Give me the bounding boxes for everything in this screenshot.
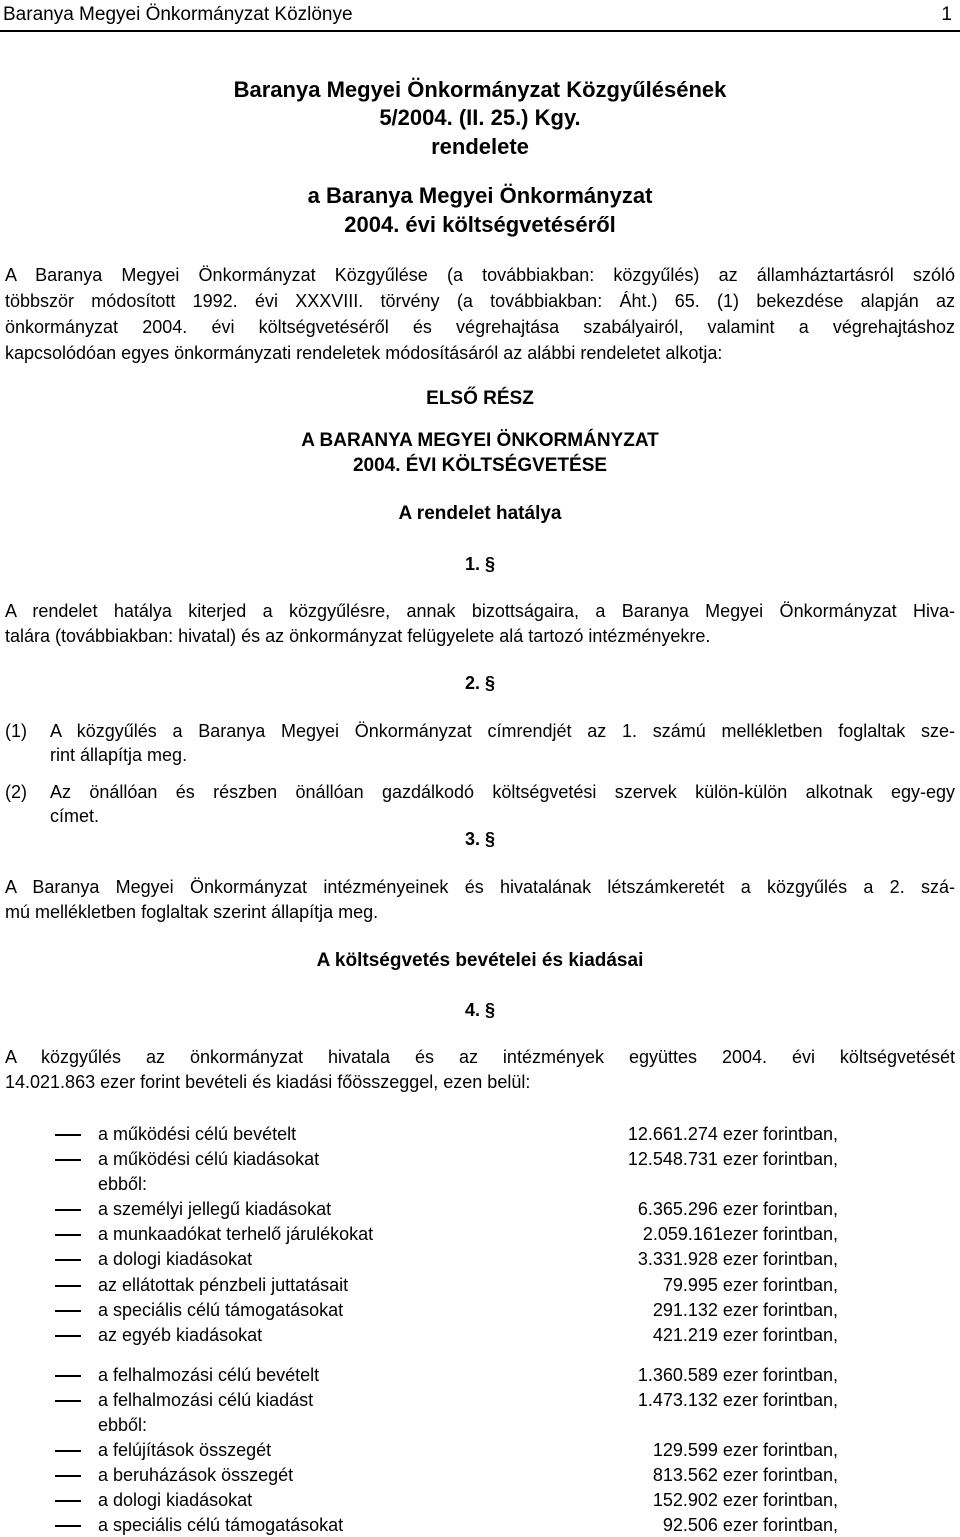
preamble-line-3: önkormányzat 2004. évi költségvetéséről és végrehajtása szabályairól, valamint a végrehajtáshoz — [5, 317, 955, 337]
budget-item — [0, 1247, 960, 1271]
section-sign: § — [485, 829, 496, 849]
dash-bullet — [55, 1450, 81, 1452]
paragraph-1-line-2: talára (továbbiakban: hivatal) és az önkormányzat felügyelete alá tartozó intézményekre. — [5, 626, 711, 646]
paragraph-2-number: 2. § — [464, 673, 496, 693]
section-heading-budget: A költségvetés bevételei és kiadásai — [316, 950, 644, 971]
paragraph-1-number: 1. § — [464, 554, 496, 574]
page-header — [0, 0, 960, 32]
dash-bullet — [55, 1525, 81, 1527]
budget-item — [0, 1147, 960, 1171]
budget-item-amount: 1.473.132 ezer forintban, — [637, 1390, 838, 1410]
budget-item-label: ebből: — [98, 1174, 148, 1194]
budget-item-label: a beruházások összegét — [98, 1465, 294, 1485]
budget-item-label: a speciális célú támogatásokat — [98, 1300, 344, 1320]
budget-item — [0, 1273, 960, 1297]
part-title-line-1: A BARANYA MEGYEI ÖNKORMÁNYZAT — [301, 430, 659, 451]
budget-item-amount: 291.132 ezer forintban, — [652, 1300, 838, 1320]
dash-bullet — [55, 1234, 81, 1236]
dash-bullet — [55, 1400, 81, 1402]
budget-item — [0, 1463, 960, 1487]
budget-item-amount: 813.562 ezer forintban, — [652, 1465, 838, 1485]
dash-bullet — [55, 1285, 81, 1287]
budget-item-label: a felújítások összegét — [98, 1440, 272, 1460]
budget-item-label: a személyi jellegű kiadásokat — [98, 1199, 332, 1219]
point-1-line-2: rint állapítja meg. — [50, 745, 188, 765]
section-sign: § — [485, 554, 496, 574]
paragraph-1-line-1: A rendelet hatálya kiterjed a közgyűlésre, annak bizottságaira, a Baranya Megyei Önkormányzat Hiva- — [5, 601, 955, 621]
budget-item-label: a működési célú bevételt — [98, 1124, 297, 1144]
dash-bullet — [55, 1500, 81, 1502]
budget-item-amount: 6.365.296 ezer forintban, — [637, 1199, 838, 1219]
budget-item-amount: 92.506 ezer forintban, — [662, 1515, 838, 1535]
paragraph-2-point-1 — [5, 719, 955, 769]
budget-item — [0, 1488, 960, 1512]
point-2-line-1: Az önállóan és részben önállóan gazdálkodó költségvetési szervek külön-külön alkotnak egy-egy — [50, 782, 955, 802]
paragraph-3-line-1: A Baranya Megyei Önkormányzat intézményeinek és hivatalának létszámkeretét a közgyűlés a 2. szá- — [5, 877, 955, 897]
dash-bullet — [55, 1259, 81, 1261]
budget-item — [0, 1323, 960, 1347]
part-title-line-2: 2004. ÉVI KÖLTSÉGVETÉSE — [352, 455, 608, 476]
preamble-line-1: A Baranya Megyei Önkormányzat Közgyűlése (a továbbiakban: közgyűlés) az államháztartásról szóló — [5, 265, 955, 285]
paragraph-4-line-2: 14.021.863 ezer forint bevételi és kiadási főösszeggel, ezen belül: — [5, 1072, 531, 1092]
dash-bullet — [55, 1134, 81, 1136]
section-sign: § — [485, 1000, 496, 1020]
dash-bullet — [55, 1209, 81, 1211]
point-1-line-1: A közgyűlés a Baranya Megyei Önkormányzat címrendjét az 1. számú mellékletben foglaltak sze- — [50, 721, 955, 741]
budget-item — [0, 1222, 960, 1246]
budget-item-amount: 152.902 ezer forintban, — [652, 1490, 838, 1510]
dash-bullet — [55, 1159, 81, 1161]
title-line-1: Baranya Megyei Önkormányzat Közgyűlésének — [233, 77, 727, 102]
dash-bullet — [55, 1335, 81, 1337]
budget-item-label: a felhalmozási célú kiadást — [98, 1390, 314, 1410]
preamble-line-4: kapcsolódóan egyes önkormányzati rendeletek módosításáról az alábbi rendeletet alkotja: — [5, 343, 723, 363]
part-label: ELSŐ RÉSZ — [426, 388, 534, 409]
budget-item-label: ebből: — [98, 1415, 148, 1435]
preamble-line-2: többször módosított 1992. évi XXXVIII. törvény (a továbbiakban: Áht.) 65. (1) bekezdése alapján az — [5, 291, 955, 311]
budget-item-amount: 2.059.161ezer forintban, — [642, 1224, 838, 1244]
paragraph-4-line-1: A közgyűlés az önkormányzat hivatala és az intézmények együttes 2004. évi költségvetését — [5, 1047, 955, 1067]
budget-item — [0, 1298, 960, 1322]
budget-item-amount: 12.548.731 ezer forintban, — [627, 1149, 838, 1169]
budget-item — [0, 1122, 960, 1146]
dash-bullet — [55, 1310, 81, 1312]
title-line-4: a Baranya Megyei Önkormányzat — [307, 183, 653, 208]
paragraph-3-line-2: mú mellékletben foglaltak szerint állapítja meg. — [5, 902, 379, 922]
title-line-3: rendelete — [431, 134, 529, 159]
paragraph-2-point-2 — [5, 780, 955, 830]
paragraph-3-number: 3. § — [464, 829, 496, 849]
budget-item — [0, 1197, 960, 1221]
point-2-line-2: címet. — [50, 806, 100, 826]
budget-item — [0, 1172, 960, 1196]
budget-item-label: a dologi kiadásokat — [98, 1249, 253, 1269]
section-sign: § — [485, 673, 496, 693]
budget-item-amount: 3.331.928 ezer forintban, — [637, 1249, 838, 1269]
budget-item-amount: 79.995 ezer forintban, — [662, 1275, 838, 1295]
title-line-2: 5/2004. (II. 25.) Kgy. — [379, 105, 581, 130]
title-line-5: 2004. évi költségvetéséről — [344, 212, 616, 237]
budget-item-amount: 421.219 ezer forintban, — [652, 1325, 838, 1345]
budget-item — [0, 1363, 960, 1387]
budget-item-label: a munkaadókat terhelő járulékokat — [98, 1224, 374, 1244]
budget-item — [0, 1413, 960, 1437]
point-number: (2) — [5, 782, 27, 802]
dash-bullet — [55, 1375, 81, 1377]
budget-item-label: a speciális célú támogatásokat — [98, 1515, 344, 1535]
budget-item-label: a működési célú kiadásokat — [98, 1149, 320, 1169]
budget-item-amount: 12.661.274 ezer forintban, — [627, 1124, 838, 1144]
budget-item-label: az egyéb kiadásokat — [98, 1325, 263, 1345]
point-number: (1) — [5, 721, 27, 741]
budget-item-amount: 129.599 ezer forintban, — [652, 1440, 838, 1460]
budget-item-label: a dologi kiadásokat — [98, 1490, 253, 1510]
budget-item — [0, 1388, 960, 1412]
dash-bullet — [55, 1475, 81, 1477]
publication-name: Baranya Megyei Önkormányzat Közlönye — [3, 4, 353, 25]
page-number: 1 — [941, 4, 952, 25]
budget-item — [0, 1438, 960, 1462]
budget-item-label: az ellátottak pénzbeli juttatásait — [98, 1275, 349, 1295]
budget-item-amount: 1.360.589 ezer forintban, — [637, 1365, 838, 1385]
paragraph-4-number: 4. § — [464, 1000, 496, 1020]
budget-item-label: a felhalmozási célú bevételt — [98, 1365, 320, 1385]
budget-item — [0, 1513, 960, 1537]
section-heading-scope: A rendelet hatálya — [398, 503, 562, 524]
